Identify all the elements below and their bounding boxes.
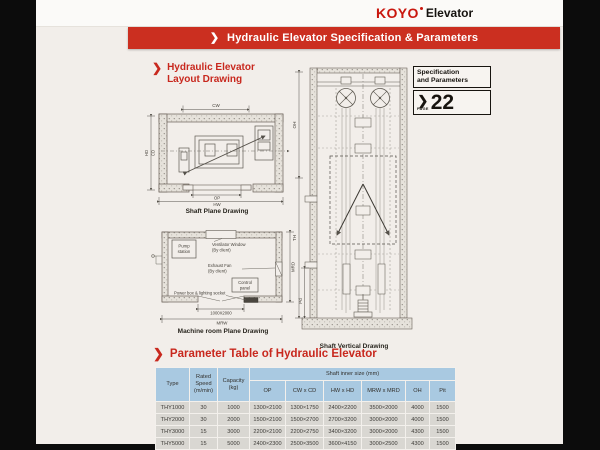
table-cell: 2500×3500 — [286, 438, 324, 450]
ventilator-label-line1: Ventilator Window — [212, 242, 246, 247]
shaft-plane-svg — [143, 102, 291, 206]
pump-station-label-line1: Pump — [178, 243, 190, 249]
table-body — [156, 402, 456, 450]
table-row — [156, 438, 456, 450]
spec-page-badge — [413, 66, 491, 115]
table-cell: 3400×3200 — [324, 426, 362, 438]
table-cell: 1500 — [430, 426, 456, 438]
dim-opening-label: 1000X2000 — [210, 310, 232, 316]
badge-title-line2: and Parameters — [417, 77, 469, 84]
dim-op-label: OP — [213, 195, 221, 201]
table-cell: THY1000 — [156, 402, 190, 414]
machine-room-drawing — [148, 226, 298, 335]
table-cell: 30 — [190, 414, 218, 426]
table-cell: 1500 — [430, 402, 456, 414]
control-panel-label-line2: panel — [239, 285, 251, 291]
layout-section-title-text — [167, 62, 255, 85]
col-header-op: OP — [250, 381, 286, 402]
shaft-plane-drawing — [143, 102, 291, 215]
table-cell: 3000×2500 — [362, 438, 406, 450]
table-cell: 4000 — [406, 402, 430, 414]
top-header-bar — [36, 0, 563, 27]
table-cell: 30 — [190, 402, 218, 414]
table-cell: 2700×3200 — [324, 414, 362, 426]
table-cell: 3500×2000 — [362, 402, 406, 414]
brand-logo — [376, 6, 473, 21]
table-cell: 1300×2100 — [250, 402, 286, 414]
table-cell: 1300×1750 — [286, 402, 324, 414]
chevron-right-icon: ❯ — [153, 346, 164, 361]
exhaust-fan-label-line2: (By client) — [208, 268, 227, 274]
exhaust-fan-label-line1: Exhaust Fan — [208, 263, 232, 268]
table-cell: 2200×2750 — [286, 426, 324, 438]
page-label: PAGE — [417, 107, 429, 111]
dim-pd-label: Pd — [298, 298, 303, 304]
dim-th-label: TH — [292, 234, 297, 242]
table-cell: 3000 — [218, 426, 250, 438]
shaft-vertical-drawing — [286, 58, 422, 350]
dim-mrw-label: MRW — [216, 320, 228, 326]
layout-section-title — [152, 62, 255, 85]
col-header-speed: Rated Speed (m/min) — [190, 368, 218, 402]
parameter-table-title — [153, 347, 377, 360]
table-cell: 2400×2200 — [324, 402, 362, 414]
brand-dot-icon — [420, 7, 423, 10]
shaft-vertical-svg — [286, 58, 422, 341]
chevron-right-icon: ❯ — [417, 93, 429, 108]
table-cell: 3600×4150 — [324, 438, 362, 450]
dim-hw-label: HW — [213, 201, 221, 206]
table-cell: 1000 — [218, 402, 250, 414]
table-cell: 4300 — [406, 438, 430, 450]
control-panel-label-line1: Control — [238, 280, 252, 285]
table-cell: 15 — [190, 438, 218, 450]
power-box-label: Power box & lighting socket — [174, 290, 226, 296]
dim-cd-label: CD — [150, 149, 156, 157]
dim-mrd-label: MRD — [290, 262, 296, 272]
table-cell: 4300 — [406, 426, 430, 438]
parameter-table-title-text: Parameter Table of Hydraulic Elevator — [169, 347, 377, 360]
table-cell: 1500 — [430, 438, 456, 450]
col-header-mrwmrd: MRW x MRD — [362, 381, 406, 402]
dim-oh-label: OH — [292, 121, 297, 129]
dim-cw-label: CW — [212, 103, 220, 108]
table-cell: THY2000 — [156, 414, 190, 426]
table-row — [156, 402, 456, 414]
col-header-oh: OH — [406, 381, 430, 402]
ventilator-label-line2: (By client) — [212, 247, 231, 253]
table-cell: THY5000 — [156, 438, 190, 450]
table-cell: 2000 — [218, 414, 250, 426]
table-row — [156, 426, 456, 438]
dim-hd-label: HD — [144, 149, 149, 157]
table-cell: THY3000 — [156, 426, 190, 438]
page-title: Hydraulic Elevator Specification & Parameters — [227, 32, 479, 44]
machine-room-caption: Machine room Plane Drawing — [177, 328, 269, 335]
table-cell: 2400×2300 — [250, 438, 286, 450]
brand-suffix: Elevator — [425, 6, 474, 20]
layout-title-line1: Hydraulic Elevator — [167, 62, 255, 73]
badge-page-box — [413, 90, 491, 115]
shaft-vertical-caption: Shaft Vertical Drawing — [319, 343, 389, 350]
table-cell: 2200×2100 — [250, 426, 286, 438]
page-number: 22 — [430, 91, 455, 114]
badge-title — [413, 66, 491, 88]
table-cell: 15 — [190, 426, 218, 438]
badge-title-line1: Specification — [417, 69, 460, 76]
table-cell: 5000 — [218, 438, 250, 450]
col-header-shaft-size-group: Shaft inner size (mm) — [250, 368, 456, 381]
layout-title-line2: Layout Drawing — [167, 73, 243, 85]
shaft-plane-caption: Shaft Plane Drawing — [185, 208, 249, 215]
pump-station-label-line2: station — [177, 249, 191, 254]
col-header-capacity: Capacity (kg) — [218, 368, 250, 402]
brand-name: KOYO — [376, 5, 419, 21]
chevron-right-icon: ❯ — [209, 31, 220, 44]
table-cell: 1500×2700 — [286, 414, 324, 426]
parameter-table — [155, 367, 456, 450]
scanned-page — [36, 0, 563, 447]
col-header-cwcd: CW x CD — [286, 381, 324, 402]
table-cell: 1500 — [430, 414, 456, 426]
machine-room-svg — [148, 226, 298, 326]
table-cell: 3000×2000 — [362, 414, 406, 426]
col-header-type: Type — [156, 368, 190, 402]
col-header-hwhd: HW x HD — [324, 381, 362, 402]
page-title-banner — [128, 27, 560, 49]
table-row — [156, 414, 456, 426]
chevron-right-icon: ❯ — [152, 61, 163, 75]
table-cell: 1500×2100 — [250, 414, 286, 426]
table-cell: 4000 — [406, 414, 430, 426]
table-cell: 3000×2000 — [362, 426, 406, 438]
col-header-pit: Pit — [430, 381, 456, 402]
